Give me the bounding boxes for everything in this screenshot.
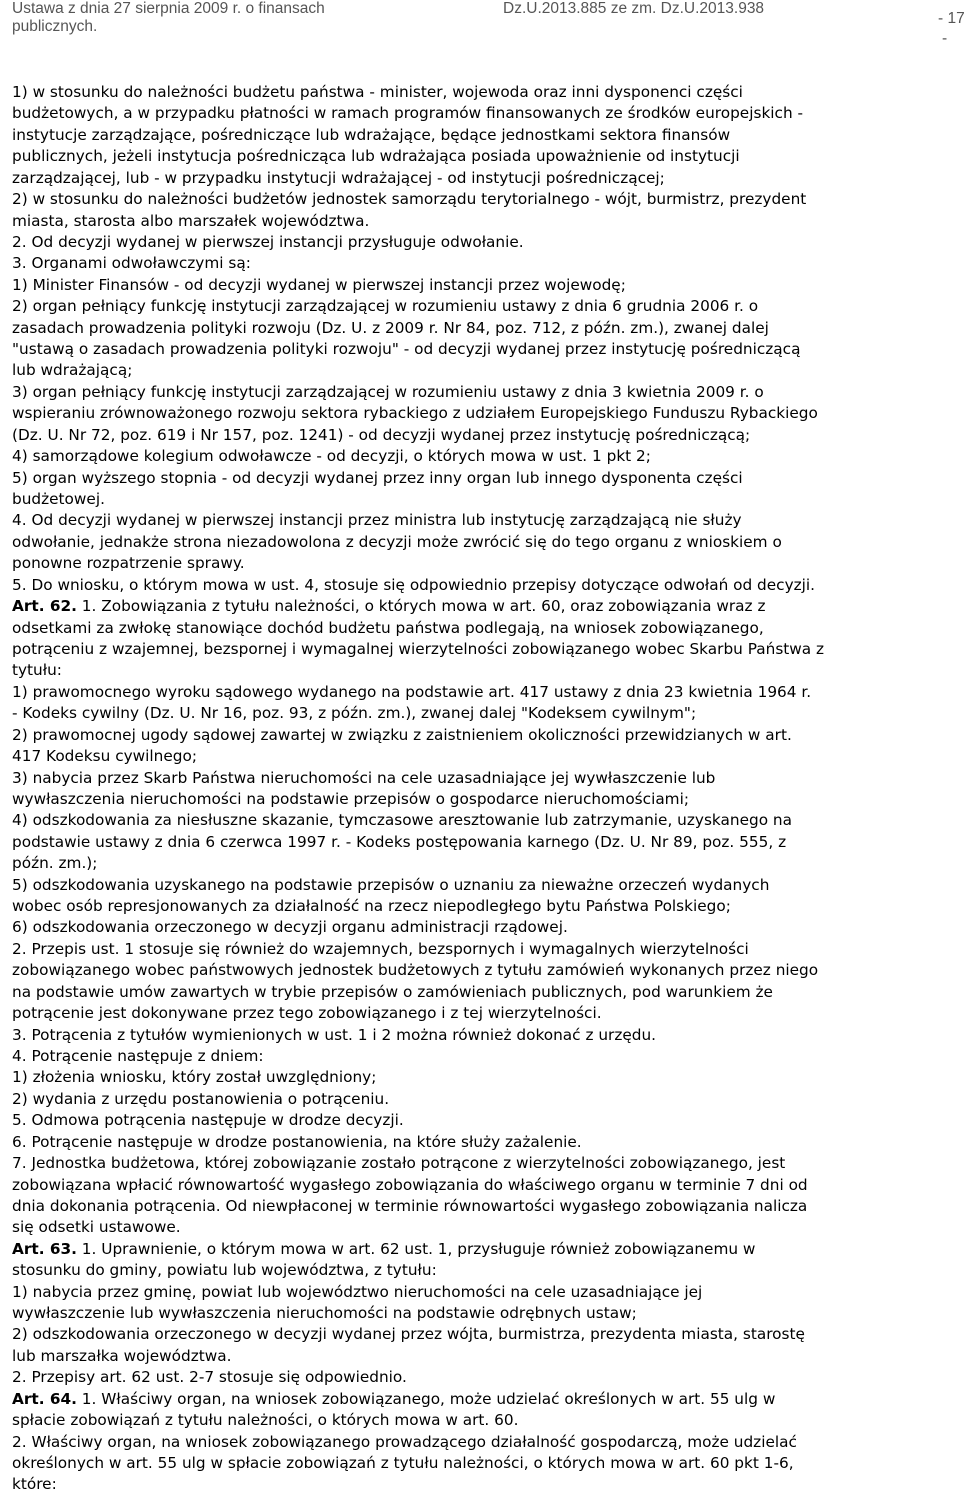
text-line xyxy=(12,1025,952,1046)
line-text: spłacie zobowiązań z tytułu należności, o których mowa w art. 60. xyxy=(12,1411,519,1430)
line-text: 5) odszkodowania uzyskanego na podstawie przepisów o uznaniu za nieważne orzeczeń wydanych xyxy=(12,875,770,894)
line-text: 1. Właściwy organ, na wniosek zobowiązanego, może udzielać określonych w art. 55 ulg w xyxy=(76,1389,776,1408)
page-number-dash: - xyxy=(942,30,948,47)
text-line xyxy=(12,1132,952,1153)
line-text: 5. Odmowa potrącenia następuje w drodze decyzji. xyxy=(12,1111,404,1130)
line-text: lub wdrażającą; xyxy=(12,361,133,380)
line-text: 4. Potrącenie następuje z dniem: xyxy=(12,1046,264,1065)
text-line xyxy=(12,211,952,232)
page-number: - 17 xyxy=(938,10,965,27)
header-act-title-continued: publicznych. xyxy=(12,18,98,35)
text-line xyxy=(12,725,952,746)
text-line xyxy=(12,618,952,639)
line-text: 4) samorządowe kolegium odwoławcze - od decyzji, o których mowa w ust. 1 pkt 2; xyxy=(12,447,651,466)
line-text: zobowiązanego wobec państwowych jednostek budżetowych z tytułu zamówień wykonanych przez niego xyxy=(12,961,819,980)
text-line xyxy=(12,1110,952,1131)
text-line xyxy=(12,832,952,853)
line-text: dnia dokonania potrącenia. Od niewpłaconej w terminie równowartości wygasłego zobowiązania nalicza xyxy=(12,1196,808,1215)
line-text: potrącenie jest dokonywane przez tego zobowiązanego i z tej wierzytelności. xyxy=(12,1004,602,1023)
line-text: tytułu: xyxy=(12,661,62,680)
text-line xyxy=(12,1003,952,1024)
text-line xyxy=(12,960,952,981)
line-text: 3. Potrącenia z tytułów wymienionych w ust. 1 i 2 można również dokonać z urzędu. xyxy=(12,1025,657,1044)
line-text: wywłaszczenie lub wywłaszczenia nieruchomości na podstawie odrębnych ustaw; xyxy=(12,1304,637,1323)
text-line xyxy=(12,339,952,360)
text-line xyxy=(12,125,952,146)
text-line xyxy=(12,1239,952,1260)
line-text: 2) wydania z urzędu postanowienia o potrąceniu. xyxy=(12,1089,390,1108)
header-act-title: Ustawa z dnia 27 sierpnia 2009 r. o finansach xyxy=(12,0,325,17)
line-text: zarządzającej, lub - w przypadku instytucji wdrażającej - od instytucji pośredniczącej; xyxy=(12,168,665,187)
text-line xyxy=(12,425,952,446)
text-line xyxy=(12,1046,952,1067)
text-line xyxy=(12,1410,952,1431)
line-text: 2. Przepis ust. 1 stosuje się również do wzajemnych, bezspornych i wymagalnych wierzytelności xyxy=(12,939,749,958)
text-line xyxy=(12,1217,952,1238)
line-text: 1. Zobowiązania z tytułu należności, o których mowa w art. 60, oraz zobowiązania wraz z xyxy=(76,597,766,616)
line-text: wspieraniu zrównoważonego rozwoju sektora rybackiego z udziałem Europejskiego Funduszu Rybackiego xyxy=(12,404,818,423)
text-line xyxy=(12,146,952,167)
line-text: ponowne rozpatrzenie sprawy. xyxy=(12,554,245,573)
text-line xyxy=(12,296,952,317)
text-line xyxy=(12,1432,952,1453)
line-text: lub marszałka województwa. xyxy=(12,1346,232,1365)
line-text: 2) prawomocnej ugody sądowej zawartej w związku z zaistnieniem okoliczności przewidzianych w art. xyxy=(12,725,792,744)
text-line xyxy=(12,446,952,467)
line-text: które: xyxy=(12,1475,57,1494)
line-text: "ustawą o zasadach prowadzenia polityki rozwoju" - od decyzji wydanej przez instytucję pośredniczącą xyxy=(12,340,801,359)
line-text: podstawie ustawy z dnia 6 czerwca 1997 r. - Kodeks postępowania karnego (Dz. U. Nr 89, poz. 555, z xyxy=(12,832,787,851)
line-text: 3) nabycia przez Skarb Państwa nieruchomości na cele uzasadniające jej wywłaszczenie lub xyxy=(12,768,716,787)
line-text: 417 Kodeksu cywilnego; xyxy=(12,747,197,766)
line-text: 1) w stosunku do należności budżetu państwa - minister, wojewoda oraz inni dysponenci części xyxy=(12,83,743,101)
page-header xyxy=(0,0,965,60)
line-text: wywłaszczenia nieruchomości na podstawie przepisów o gospodarce nieruchomościami; xyxy=(12,789,689,808)
text-line xyxy=(12,768,952,789)
text-line xyxy=(12,789,952,810)
text-line xyxy=(12,318,952,339)
line-text: 6. Potrącenie następuje w drodze postanowienia, na które służy zażalenie. xyxy=(12,1132,582,1151)
line-text: potrąceniu z wzajemnej, bezspornej i wymagalnej wierzytelności zobowiązanego wobec Skarbu Państwa z xyxy=(12,639,825,658)
text-line xyxy=(12,510,952,531)
text-line xyxy=(12,896,952,917)
line-text: 1) złożenia wniosku, który został uwzględniony; xyxy=(12,1068,377,1087)
text-line xyxy=(12,103,952,124)
text-line xyxy=(12,1153,952,1174)
text-line xyxy=(12,875,952,896)
line-text: na podstawie umów zawartych w trybie przepisów o zamówieniach publicznych, pod warunkiem że xyxy=(12,982,773,1001)
text-line xyxy=(12,1324,952,1345)
line-text: (Dz. U. Nr 72, poz. 619 i Nr 157, poz. 1241) - od decyzji wydanej przez instytucję pośredniczącą; xyxy=(12,425,751,444)
line-text: 4. Od decyzji wydanej w pierwszej instancji przez ministra lub instytucję zarządzającą nie służy xyxy=(12,511,742,530)
text-line xyxy=(12,939,952,960)
text-line xyxy=(12,189,952,210)
text-line xyxy=(12,1089,952,1110)
line-text: odwołanie, jednakże strona niezadowolona z decyzji może zwrócić się do tego organu z wnioskiem o xyxy=(12,532,782,551)
text-line xyxy=(12,468,952,489)
line-text: 7. Jednostka budżetowa, której zobowiązanie zostało potrącone z wierzytelności zobowiązanego, jest xyxy=(12,1154,786,1173)
article-heading: Art. 62. xyxy=(12,597,77,616)
text-line xyxy=(12,532,952,553)
line-text: 1) prawomocnego wyroku sądowego wydanego na podstawie art. 417 ustawy z dnia 23 kwietnia 1964 r. xyxy=(12,682,812,701)
text-line xyxy=(12,917,952,938)
text-line xyxy=(12,253,952,274)
text-line xyxy=(12,553,952,574)
line-text: 6) odszkodowania orzeczonego w decyzji organu administracji rządowej. xyxy=(12,918,568,937)
line-text: 2. Właściwy organ, na wniosek zobowiązanego prowadzącego działalność gospodarczą, może udzielać xyxy=(12,1432,797,1451)
text-line xyxy=(12,1453,952,1474)
text-line xyxy=(12,746,952,767)
line-text: 5) organ wyższego stopnia - od decyzji wydanej przez inny organ lub innego dysponenta części xyxy=(12,468,743,487)
text-line xyxy=(12,403,952,424)
article-heading: Art. 64. xyxy=(12,1389,77,1408)
line-text: 2) w stosunku do należności budżetów jednostek samorządu terytorialnego - wójt, burmistrz, prezydent xyxy=(12,190,807,209)
line-text: 3) organ pełniący funkcję instytucji zarządzającej w rozumieniu ustawy z dnia 3 kwietnia 2009 r. o xyxy=(12,382,764,401)
text-line xyxy=(12,982,952,1003)
text-line xyxy=(12,575,952,596)
text-line xyxy=(12,1346,952,1367)
text-line xyxy=(12,1389,952,1410)
text-line xyxy=(12,703,952,724)
text-line xyxy=(12,639,952,660)
line-text: 1) Minister Finansów - od decyzji wydanej w pierwszej instancji przez wojewodę; xyxy=(12,275,626,294)
line-text: 2) odszkodowania orzeczonego w decyzji wydanej przez wójta, burmistrza, prezydenta miasta, starostę xyxy=(12,1325,805,1344)
header-journal-reference: Dz.U.2013.885 ze zm. Dz.U.2013.938 xyxy=(503,0,765,17)
text-line xyxy=(12,1067,952,1088)
line-text: 1. Uprawnienie, o którym mowa w art. 62 ust. 1, przysługuje również zobowiązanemu w xyxy=(76,1239,756,1258)
line-text: 3. Organami odwoławczymi są: xyxy=(12,254,251,273)
text-line xyxy=(12,489,952,510)
text-line xyxy=(12,1367,952,1388)
text-line xyxy=(12,382,952,403)
line-text: zasadach prowadzenia polityki rozwoju (Dz. U. z 2009 r. Nr 84, poz. 712, z późn. zm.), zwanej dalej xyxy=(12,318,769,337)
line-text: 2. Przepisy art. 62 ust. 2-7 stosuje się odpowiednio. xyxy=(12,1368,407,1387)
document-body xyxy=(12,82,952,1496)
line-text: 1) nabycia przez gminę, powiat lub województwo nieruchomości na cele uzasadniające jej xyxy=(12,1282,703,1301)
text-line xyxy=(12,1196,952,1217)
line-text: budżetowej. xyxy=(12,490,105,509)
line-text: odsetkami za zwłokę stanowiące dochód budżetu państwa podlegają, na wniosek zobowiązanego, xyxy=(12,618,764,637)
line-text: stosunku do gminy, powiatu lub województwa, z tytułu: xyxy=(12,1261,437,1280)
text-line xyxy=(12,810,952,831)
line-text: 5. Do wniosku, o którym mowa w ust. 4, stosuje się odpowiednio przepisy dotyczące odwołań od decyzji. xyxy=(12,575,816,594)
text-line xyxy=(12,682,952,703)
text-line xyxy=(12,275,952,296)
text-line xyxy=(12,82,952,103)
text-line xyxy=(12,853,952,874)
line-text: instytucje zarządzające, pośredniczące lub wdrażające, będące jednostkami sektora finansów xyxy=(12,125,731,144)
line-text: budżetowych, a w przypadku płatności w ramach programów finansowanych ze środków europejskich - xyxy=(12,104,804,123)
line-text: publicznych, jeżeli instytucja pośrednicząca lub wdrażająca posiada upoważnienie od instytucji xyxy=(12,147,740,166)
line-text: 2) organ pełniący funkcję instytucji zarządzającej w rozumieniu ustawy z dnia 6 grudnia 2006 r. o xyxy=(12,297,759,316)
text-line xyxy=(12,596,952,617)
line-text: miasta, starosta albo marszałek województwa. xyxy=(12,211,370,230)
line-text: się odsetki ustawowe. xyxy=(12,1218,181,1237)
text-line xyxy=(12,1175,952,1196)
text-line xyxy=(12,168,952,189)
article-heading: Art. 63. xyxy=(12,1239,77,1258)
line-text: zobowiązana wpłacić równowartość wygasłego zobowiązania do właściwego organu w terminie 7 dni od xyxy=(12,1175,808,1194)
line-text: określonych w art. 55 ulg w spłacie zobowiązań z tytułu należności, o których mowa w art. 60 pkt 1-6, xyxy=(12,1454,794,1472)
text-line xyxy=(12,1282,952,1303)
line-text: 2. Od decyzji wydanej w pierwszej instancji przysługuje odwołanie. xyxy=(12,232,524,251)
line-text: 4) odszkodowania za niesłuszne skazanie, tymczasowe aresztowanie lub zatrzymanie, uzyskanego na xyxy=(12,811,792,830)
text-line xyxy=(12,360,952,381)
text-line xyxy=(12,232,952,253)
text-line xyxy=(12,1303,952,1324)
text-line xyxy=(12,1474,952,1495)
line-text: - Kodeks cywilny (Dz. U. Nr 16, poz. 93, z późn. zm.), zwanej dalej "Kodeksem cywilnym"; xyxy=(12,704,697,723)
text-line xyxy=(12,1260,952,1281)
text-line xyxy=(12,660,952,681)
line-text: późn. zm.); xyxy=(12,854,98,873)
line-text: wobec osób represjonowanych za działalność na rzecz niepodległego bytu Państwa Polskiego; xyxy=(12,897,731,916)
